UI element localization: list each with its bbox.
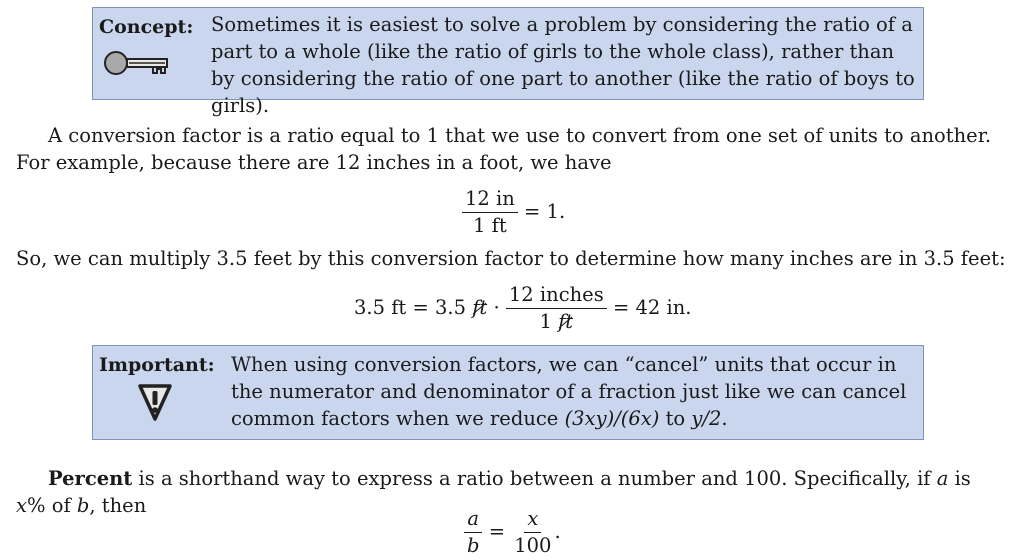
- equation-3-5-feet: [354, 284, 691, 333]
- eq2-lhs: 3.5 ft = 3.5: [354, 296, 467, 319]
- eq3-equals: =: [488, 520, 506, 543]
- conversion-factor-paragraph: [16, 122, 1006, 176]
- eq1-numerator: 12 in: [462, 188, 518, 213]
- eq3-num-left: a: [464, 508, 482, 533]
- important-expr-1: (3xy)/(6x): [564, 407, 660, 430]
- eq2-cancelled-den-ft: ft: [558, 310, 574, 333]
- percent-text-c: % of: [27, 494, 77, 517]
- eq3-num-right: x: [524, 508, 541, 533]
- eq2-rhs: = 42 in.: [612, 296, 692, 319]
- equation-12in-per-ft: [462, 188, 565, 237]
- important-label: Important:: [99, 354, 215, 376]
- key-icon: [103, 50, 171, 76]
- important-text-c: .: [721, 407, 728, 430]
- important-box: [92, 345, 924, 440]
- important-text-a: When using conversion factors, we can “cancel” units that occur in the numerator and denominator of a fraction just like we can cancel common factors when we reduce: [231, 353, 907, 430]
- eq1-denominator: 1 ft: [473, 214, 507, 237]
- eq2-dot: ·: [493, 296, 500, 319]
- percent-var-x: x: [16, 494, 27, 517]
- percent-var-b: b: [76, 494, 90, 517]
- important-text: [231, 351, 921, 432]
- eq2-denominator: [536, 309, 576, 333]
- percent-text-a: is a shorthand way to express a ratio between a number and 100. Specifically, if: [132, 467, 937, 490]
- eq2-den-number: 1: [539, 310, 552, 333]
- multiply-paragraph: So, we can multiply 3.5 feet by this conversion factor to determine how many inches are in 3.5 feet:: [16, 247, 1006, 270]
- concept-text: Sometimes it is easiest to solve a problem by considering the ratio of a part to a whole (like the ratio of girls to the whole class), rather than by considering the ratio of one part to another (like the ratio of boys to girls).: [211, 13, 915, 117]
- percent-term: Percent: [48, 467, 133, 490]
- important-text-b: to: [659, 407, 692, 430]
- equation-percent: [464, 508, 561, 557]
- eq3-den-left: b: [467, 534, 480, 557]
- eq3-end: .: [554, 520, 561, 543]
- conversion-factor-text: A conversion factor is a ratio equal to 1 that we use to convert from one set of units to another. For example, because there are 12 inches in a foot, we have: [16, 124, 992, 174]
- percent-text-b: is: [948, 467, 971, 490]
- concept-box: [92, 7, 924, 117]
- eq2-cancelled-ft: ft: [472, 296, 488, 319]
- eq3-den-right: 100: [514, 534, 552, 557]
- percent-text-d: , then: [89, 494, 147, 517]
- eq1-rhs: = 1.: [524, 200, 566, 223]
- concept-label: Concept:: [99, 16, 194, 38]
- important-expr-2: y/2: [691, 407, 722, 430]
- eq2-numerator: 12 inches: [506, 284, 607, 309]
- warning-icon: [137, 382, 173, 422]
- percent-var-a: a: [936, 467, 949, 490]
